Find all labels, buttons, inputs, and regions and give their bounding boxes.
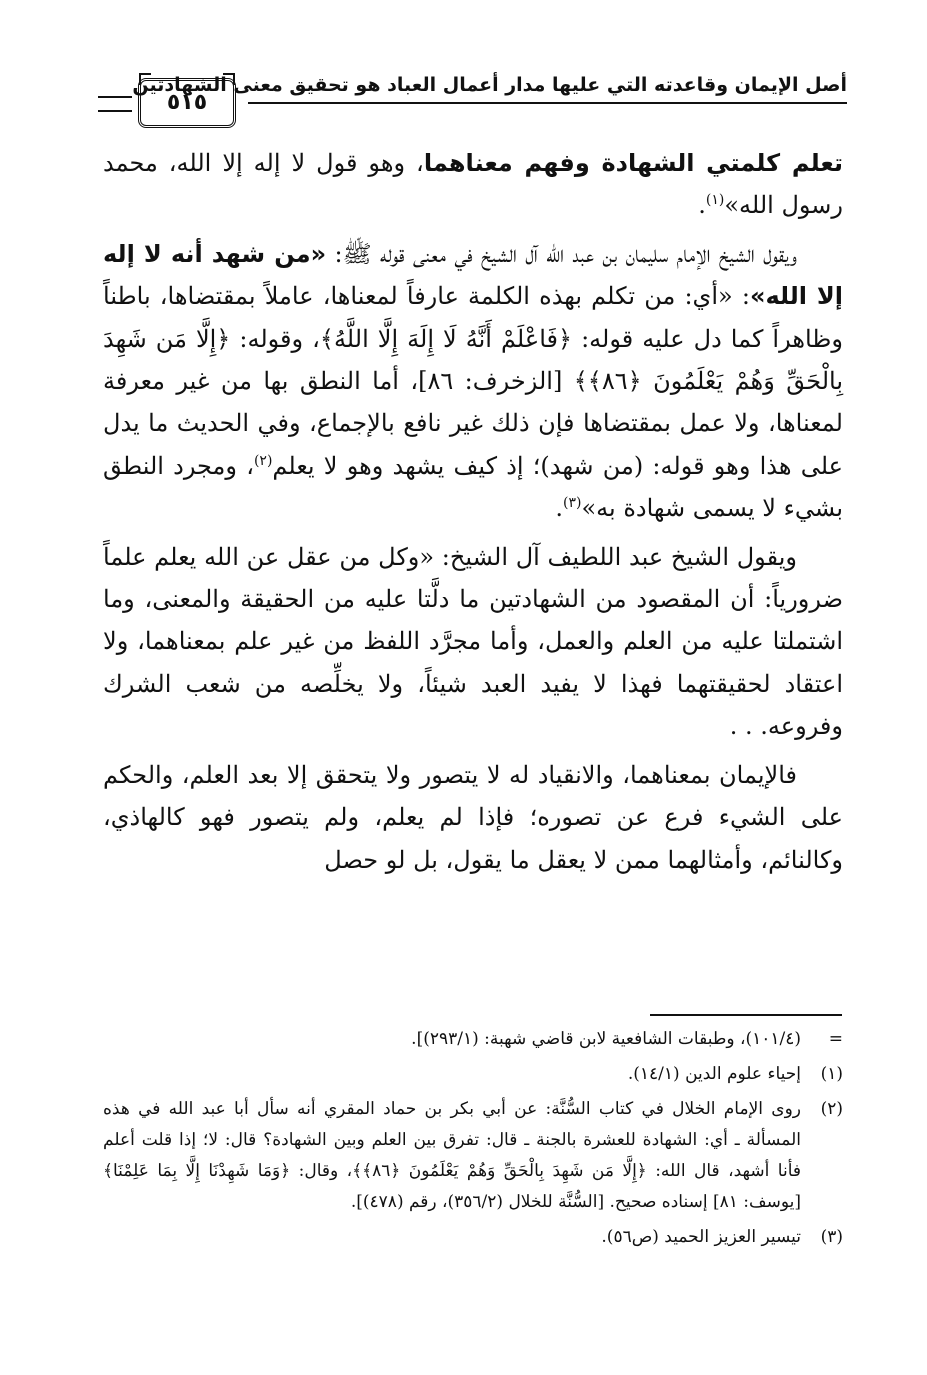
footnote-continued xyxy=(103,1024,843,1055)
footnote-ref: (٢) xyxy=(253,452,273,469)
footnote-mark: = xyxy=(828,1029,843,1049)
footnote-2 xyxy=(103,1094,843,1218)
paragraph-text: : «أي: من تكلم بهذه الكلمة عارفاً لمعناها، عاملاً بمقتضاها، باطناً وظاهراً كما دل عليه قوله: ﴿فَاعْلَمْ أَنَّهُ لَا إِلَهَ إِلَّا اللَّهُ﴾، وقوله: ﴿إِلَّا مَن شَهِدَ بِالْحَقِّ وَهُمْ يَعْلَمُونَ ﴿٨٦﴾﴾ [الزخرف: ٨٦]، أما النطق بها من غير معرفة لمعناها، ولا عمل بمقتضاها فإن ذلك غير نافع بالإجماع، وفي الحديث ما يدل على هذا وهو قوله: (من شهد)؛ إذ كيف يشهد وهو لا يعلم xyxy=(103,282,844,480)
paragraph-text: ، وهو قول لا إله إلا الله، محمد رسول الله» xyxy=(103,149,843,220)
footnote-ref: (٣) xyxy=(563,495,582,512)
footnote-ref: (١) xyxy=(705,192,725,209)
footnote-3 xyxy=(103,1222,843,1253)
footnote-mark: (١) xyxy=(820,1064,843,1084)
footnote-separator xyxy=(650,1014,842,1016)
footnote-text: إحياء علوم الدين (١٤/١). xyxy=(627,1064,801,1084)
paragraph-2 xyxy=(103,233,843,530)
paragraph-text: ، ومجرد النطق بشيء لا يسمى شهادة به» xyxy=(103,451,843,523)
footnote-mark: (٢) xyxy=(820,1099,843,1119)
footnote-text: روى الإمام الخلال في كتاب السُّنَّة: عن أبي بكر بن حماد المقري أنه سأل أبا عبد الله في هذه المسألة ـ أي: الشهادة للعشرة بالجنة ـ قال: تفرق بين العلم وبين الشهادة؟ قال: لا؛ إذا قلت أعلم فأنا أشهد، قال الله: ﴿إِلَّا مَن شَهِدَ بِالْحَقِّ وَهُمْ يَعْلَمُونَ ﴿٨٦﴾﴾، وقال: ﴿وَمَا شَهِدْنَا إِلَّا بِمَا عَلِمْنَا﴾ [يوسف: ٨١] إسناده صحيح. [السُّنَّة للخلال (٣٥٦/٢)، رقم (٤٧٨)]. xyxy=(103,1099,801,1212)
footnote-mark: (٣) xyxy=(820,1227,843,1247)
paragraph-4: فالإيمان بمعناهما، والانقياد له لا يتصور ولا يتحقق إلا بعد العلم، والحكم على الشيء فرع عن تصوره؛ فإذا لم يعلم، ولم يتصور فهو كالهاذي، وكالنائم، وأمثالهما ممن لا يعقل ما يقول، بل لو حصل xyxy=(103,760,843,874)
running-header xyxy=(98,58,847,128)
footnotes xyxy=(103,1024,843,1257)
footnote-text: تيسير العزيز الحميد (ص٥٦). xyxy=(601,1227,801,1247)
header-rule xyxy=(248,102,847,104)
header-ornament-lines xyxy=(98,96,132,112)
footnote-text: (١٠١/٤)، وطبقات الشافعية لابن قاضي شهبة: (٢٩٣/١)]. xyxy=(411,1029,801,1049)
hadith-quote: «من شهد أنه لا إله إلا الله» xyxy=(103,239,844,311)
punctuation: . xyxy=(555,494,563,523)
punctuation: . xyxy=(698,191,706,220)
paragraph-3: ويقول الشيخ عبد اللطيف آل الشيخ: «وكل من عقل عن الله يعلم علماً ضرورياً: أن المقصود من الشهادتين ما دلَّتا عليه من الحقيقة والمعنى، وما اشتملتا عليه من العلم والعمل، وأما مجرَّد اللفظ من غير علم بمعناهما، ولا اعتقاد لحقيقتهما فهذا لا يفيد العبد شيئاً، ولا يخلِّصه من شعب الشرك وفروعه. . . xyxy=(103,542,843,741)
main-text xyxy=(103,142,843,887)
paragraph-1 xyxy=(103,142,843,227)
footnote-1 xyxy=(103,1059,843,1090)
page-number: ٥١٥ xyxy=(138,78,236,128)
header-title: أصل الإيمان وقاعدته التي عليها مدار أعمال العباد هو تحقيق معنى الشهادتين xyxy=(132,74,847,96)
paragraph-text: ويقول الشيخ الإمام سليمان بن عبد الله آل الشيخ في معنى قوله ﷺ: xyxy=(326,239,797,268)
bold-phrase: تعلم كلمتي الشهادة وفهم معناهما xyxy=(423,149,843,177)
